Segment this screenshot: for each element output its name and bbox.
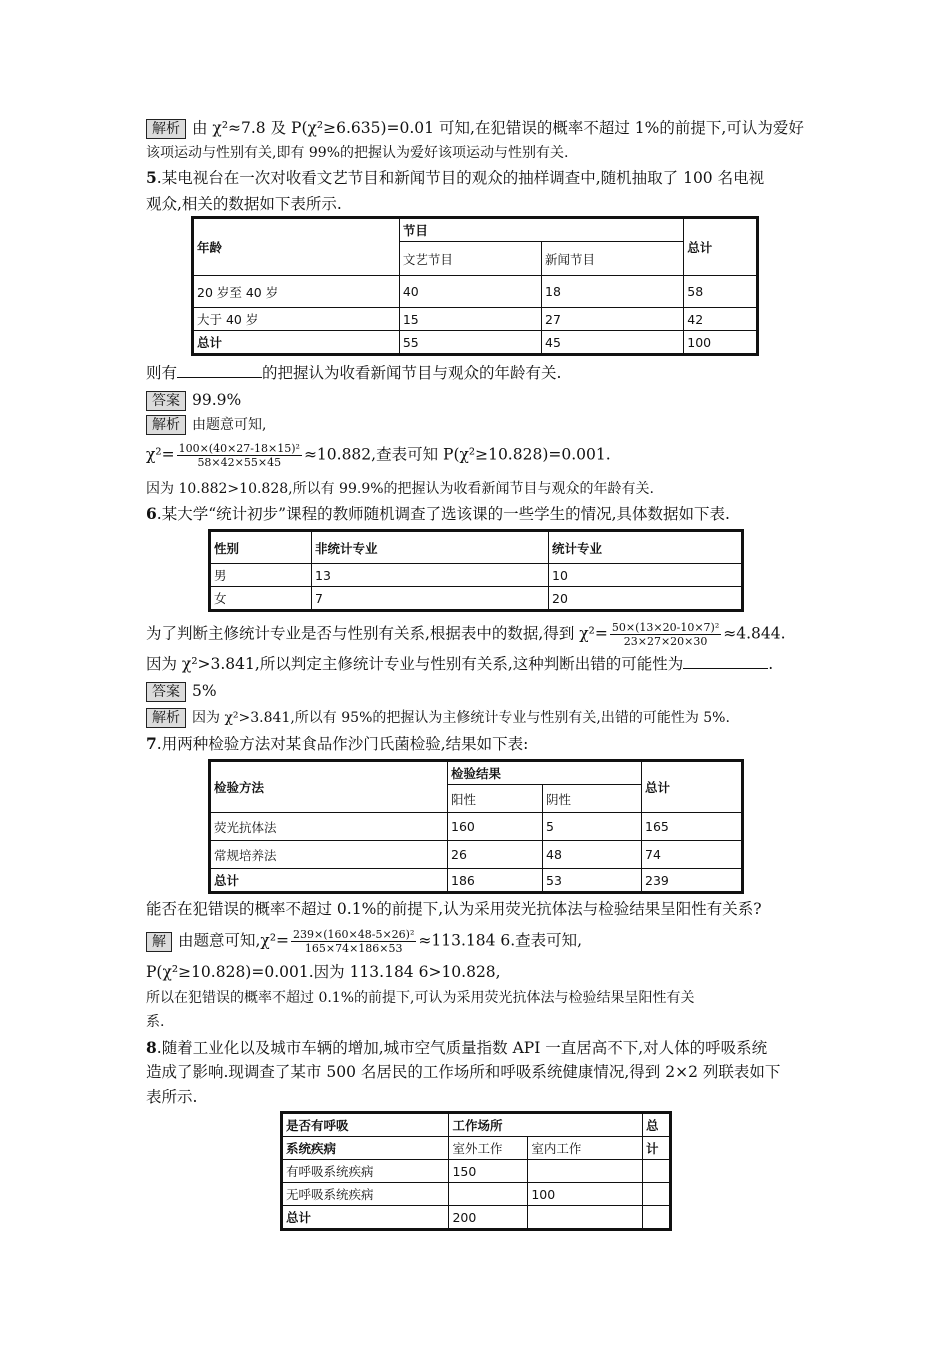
question-6-formula: 为了判断主修统计专业是否与性别有关系,根据表中的数据,得到 χ²= $\frac{\text{50×(13×20-10×7)²}}{23\times 27\times 20\times 30}$ ≈4.844. [146,621,786,648]
analysis-line: 该项运动与性别有关,即有 99%的把握认为爱好该项运动与性别有关. [146,145,569,161]
solution-line: 解 由题意可知,χ²= $\frac{\text{239×(160×48-5×26)²}}{165\times 74\times 186\times 53}$ ≈113.184 6.查表可知, [146,928,582,955]
table-cell: 男 [210,564,312,587]
table-cell: 40 [399,276,541,308]
table-cell: 总计 [642,761,743,813]
table-cell: 10 [549,564,743,587]
answer-blank [177,363,262,378]
table-cell: 系统疾病 [282,1137,449,1160]
analysis-line: 解析 由题意可知, [146,414,266,436]
table-cell: 58 [684,276,758,308]
table-q7 [208,759,744,894]
analysis-tag: 解析 [146,415,186,435]
fraction: $\frac{\text{50×(13×20-10×7)²}}{23\times 27\times 20\times 30}$ [611,621,720,648]
table-cell: 性别 [210,531,312,564]
table-cell: 总 [643,1113,671,1137]
question-7-line: 7.用两种检验方法对某食品作沙门氏菌检验,结果如下表: [146,734,529,753]
solution-tag: 解 [146,932,172,952]
table-cell: 节目 [399,218,683,242]
table-cell: 检验结果 [448,761,642,785]
answer-tag: 答案 [146,682,186,702]
question-8-line: 8.随着工业化以及城市车辆的增加,城市空气质量指数 API 一直居高不下,对人体的呼吸系统 [146,1038,768,1057]
table-q8 [280,1111,672,1231]
table-q5 [191,216,759,356]
answer-line: 答案 5% [146,680,217,702]
analysis-tag: 解析 [146,708,186,728]
fraction: $\frac{\text{239×(160×48-5×26)²}}{165\times 74\times 186\times 53}$ [293,928,415,955]
table-cell [528,1160,643,1183]
table-cell: 55 [399,331,541,355]
table-cell: 26 [448,841,543,869]
table-cell: 常规培养法 [210,841,448,869]
table-cell: 阳性 [448,785,543,813]
table-cell: 239 [642,869,743,893]
table-cell: 非统计专业 [312,531,549,564]
table-cell: 100 [684,331,758,355]
question-5-fill: 则有 的把握认为收看新闻节目与观众的年龄有关. [146,364,562,382]
table-cell: 48 [543,841,642,869]
table-cell: 年龄 [193,218,400,276]
question-6-line: 6.某大学“统计初步”课程的教师随机调查了选该课的一些学生的情况,具体数据如下表. [146,504,730,523]
table-cell: 总计 [282,1206,449,1230]
table-cell: 文艺节目 [399,242,541,276]
question-8-line: 造成了影响.现调查了某市 500 名居民的工作场所和呼吸系统健康情况,得到 2×2 列联表如下 [146,1063,781,1081]
table-cell: 20 [549,587,743,611]
question-5-line: 5.某电视台在一次对收看文艺节目和新闻节目的观众的抽样调查中,随机抽取了 100 名电视 [146,168,765,187]
table-cell: 是否有呼吸 [282,1113,449,1137]
table-cell: 186 [448,869,543,893]
table-cell: 200 [449,1206,528,1230]
table-cell: 计 [643,1137,671,1160]
analysis-tag: 解析 [146,119,186,139]
question-7-line: 能否在犯错误的概率不超过 0.1%的前提下,认为采用荧光抗体法与检验结果呈阳性有关系? [146,900,762,918]
table-cell [643,1183,671,1206]
table-cell: 45 [542,331,684,355]
table-cell: 53 [543,869,642,893]
table-cell: 总计 [684,218,758,276]
table-cell: 18 [542,276,684,308]
solution-line: P(χ²≥10.828)=0.001.因为 113.184 6>10.828, [146,963,501,981]
fraction: $\frac{\text{100×(40×27-18×15)²}}{58\times 42\times 55\times 45}$ [178,442,300,469]
table-cell: 新闻节目 [542,242,684,276]
analysis-line: 解析 由 χ²≈7.8 及 P(χ²≥6.635)=0.01 可知,在犯错误的概率不超过 1%的前提下,可认为爱好 [146,117,804,139]
table-cell: 7 [312,587,549,611]
question-5-line: 观众,相关的数据如下表所示. [146,195,342,213]
table-cell: 室外工作 [449,1137,528,1160]
table-cell: 女 [210,587,312,611]
table-cell [643,1206,671,1230]
table-cell: 总计 [193,331,400,355]
table-cell: 检验方法 [210,761,448,813]
table-cell: 室内工作 [528,1137,643,1160]
question-6-line: 因为 χ²>3.841,所以判定主修统计专业与性别有关系,这种判断出错的可能性为 . [146,655,774,673]
table-cell: 15 [399,308,541,331]
formula-line: χ²= $\frac{\text{100×(40×27-18×15)²}}{58\times 42\times 55\times 45}$ ≈10.882,查表可知 P(χ²≥10.828)=0.001. [146,442,611,469]
table-cell [528,1206,643,1230]
table-cell: 有呼吸系统疾病 [282,1160,449,1183]
table-cell: 5 [543,813,642,841]
table-cell: 42 [684,308,758,331]
table-cell: 阴性 [543,785,642,813]
table-q6 [208,529,744,612]
table-cell [643,1160,671,1183]
table-cell: 20 岁至 40 岁 [193,276,400,308]
table-cell: 总计 [210,869,448,893]
table-cell: 13 [312,564,549,587]
answer-tag: 答案 [146,391,186,411]
solution-line: 系. [146,1014,165,1030]
analysis-line: 解析 因为 χ²>3.841,所以有 95%的把握认为主修统计专业与性别有关,出错的可能性为 5%. [146,707,730,729]
table-cell [449,1183,528,1206]
answer-line: 答案 99.9% [146,389,241,411]
analysis-line: 因为 10.882>10.828,所以有 99.9%的把握认为收看新闻节目与观众的年龄有关. [146,481,654,497]
solution-line: 所以在犯错误的概率不超过 0.1%的前提下,可认为采用荧光抗体法与检验结果呈阳性有关 [146,990,695,1006]
table-cell: 100 [528,1183,643,1206]
table-cell: 工作场所 [449,1113,643,1137]
table-cell: 统计专业 [549,531,743,564]
table-cell: 大于 40 岁 [193,308,400,331]
table-cell: 荧光抗体法 [210,813,448,841]
table-cell: 160 [448,813,543,841]
table-cell: 无呼吸系统疾病 [282,1183,449,1206]
table-cell: 74 [642,841,743,869]
table-cell: 150 [449,1160,528,1183]
answer-blank [683,654,768,669]
table-cell: 165 [642,813,743,841]
table-cell: 27 [542,308,684,331]
question-8-line: 表所示. [146,1088,198,1106]
